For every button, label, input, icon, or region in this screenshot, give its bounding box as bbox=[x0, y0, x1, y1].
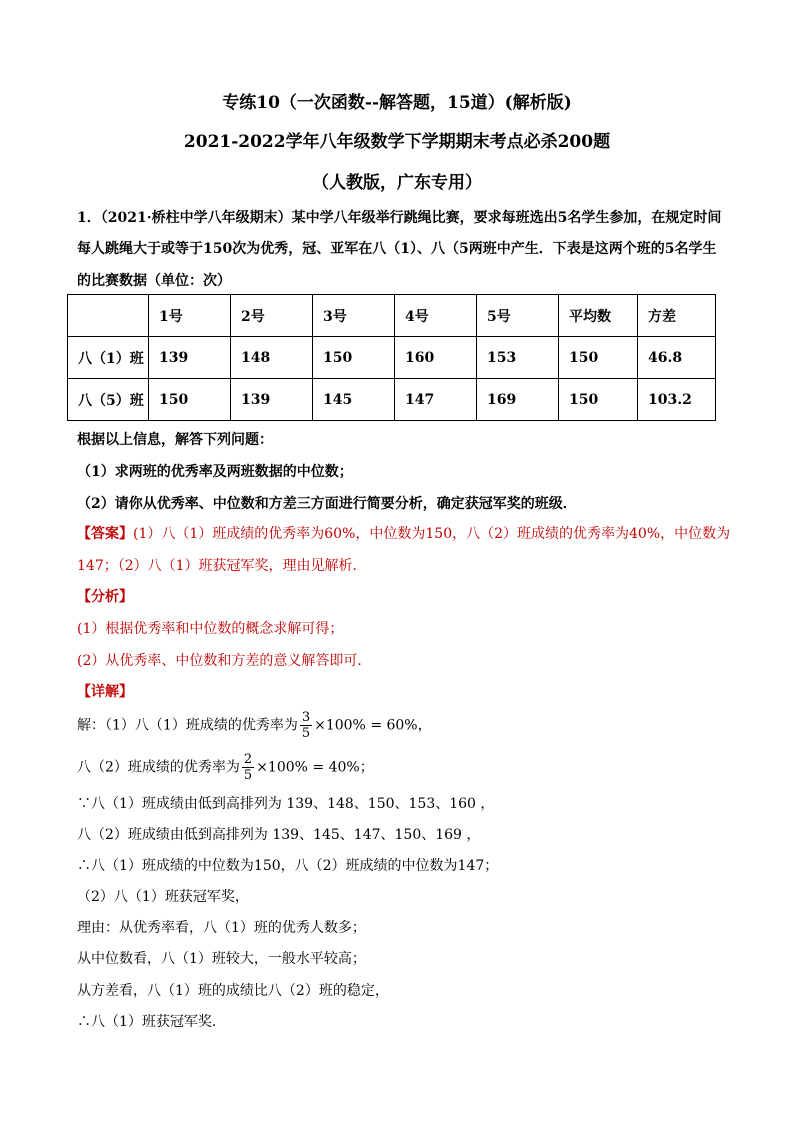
detail-line7: 理由：从优秀率看，八（1）班的优秀人数多； bbox=[77, 920, 366, 936]
detail-line10: ∴八（1）班获冠军奖． bbox=[77, 1014, 226, 1030]
analysis-line2: (2）从优秀率、中位数和方差的意义解答即可． bbox=[77, 653, 372, 669]
table-cell: 147 bbox=[395, 379, 477, 421]
detail-line5: ∴八（1）班成绩的中位数为150，八（2）班成绩的中位数为147； bbox=[77, 858, 499, 874]
detail-line2 bbox=[77, 752, 374, 783]
table-cell: 150 bbox=[559, 337, 638, 379]
table-cell: 150 bbox=[313, 337, 395, 379]
answer-text: (1）八（1）班成绩的优秀率为60%，中位数为150，八（2）班成绩的优秀率为40%，中位数为 bbox=[133, 526, 731, 542]
doc-title-line1: 专练10（一次函数--解答题，15道）(解析版) bbox=[222, 93, 572, 113]
detail-line1 bbox=[77, 710, 432, 741]
fraction-numerator: 2 bbox=[243, 752, 253, 767]
doc-title-line3: （人教版，广东专用） bbox=[312, 173, 482, 193]
detail-line6: （2）八（1）班获冠军奖， bbox=[77, 889, 249, 905]
answer-line1 bbox=[77, 523, 730, 543]
table-cell: 139 bbox=[231, 379, 313, 421]
prompt-intro: 根据以上信息，解答下列问题： bbox=[77, 432, 273, 448]
doc-title-line2: 2021-2022学年八年级数学下学期期末考点必杀200题 bbox=[183, 132, 611, 152]
detail-line8: 从中位数看，八（1）班较大，一般水平较高； bbox=[77, 951, 366, 967]
answer-tag: 【答案】 bbox=[77, 526, 133, 542]
detail-line1-text: 解：（1）八（1）班成绩的优秀率为 bbox=[77, 717, 298, 734]
table-cell: 八（5）班 bbox=[68, 379, 149, 421]
detail-line3: ∵八（1）班成绩由低到高排列为 139、148、150、153、160 ， bbox=[77, 796, 495, 812]
table-cell: 150 bbox=[559, 379, 638, 421]
table-header-cell bbox=[68, 295, 149, 337]
analysis-tag: 【分析】 bbox=[77, 589, 133, 605]
detail-tag: 【详解】 bbox=[77, 684, 133, 700]
table-header-cell: 平均数 bbox=[559, 295, 638, 337]
table-cell: 145 bbox=[313, 379, 395, 421]
table-header-cell: 方差 bbox=[638, 295, 716, 337]
answer-line2: 147；（2）八（1）班获冠军奖，理由见解析． bbox=[77, 558, 367, 574]
question-line3: 的比赛数据（单位：次） bbox=[77, 273, 231, 289]
prompt-q2: （2）请你从优秀率、中位数和方差三方面进行简要分析，确定获冠军奖的班级． bbox=[77, 496, 577, 512]
table-header-cell: 5号 bbox=[477, 295, 559, 337]
detail-line1-formula: ×100% = 60%， bbox=[314, 717, 432, 734]
table-cell: 169 bbox=[477, 379, 559, 421]
table-header-cell: 1号 bbox=[149, 295, 231, 337]
fraction-two-fifths bbox=[242, 752, 254, 783]
table-header-cell: 3号 bbox=[313, 295, 395, 337]
table-cell: 八（1）班 bbox=[68, 337, 149, 379]
table-cell: 150 bbox=[149, 379, 231, 421]
table-header-cell: 4号 bbox=[395, 295, 477, 337]
fraction-denominator: 5 bbox=[243, 768, 253, 783]
fraction-numerator: 3 bbox=[301, 710, 311, 725]
score-table bbox=[67, 294, 716, 421]
table-row bbox=[68, 379, 716, 421]
table-cell: 153 bbox=[477, 337, 559, 379]
detail-line4: 八（2）班成绩由低到高排列为 139、145、147、150、169 ， bbox=[77, 827, 481, 843]
detail-line9: 从方差看，八（1）班的成绩比八（2）班的稳定， bbox=[77, 983, 389, 999]
table-header-cell: 2号 bbox=[231, 295, 313, 337]
fraction-denominator: 5 bbox=[301, 726, 311, 741]
question-line1: 1．（2021·桥柱中学八年级期末）某中学八年级举行跳绳比赛，要求每班选出5名学生参加，在规定时间 bbox=[77, 210, 722, 226]
detail-line2-text: 八（2）班成绩的优秀率为 bbox=[77, 759, 240, 776]
detail-line2-formula: ×100% = 40%； bbox=[256, 759, 374, 776]
table-cell: 46.8 bbox=[638, 337, 716, 379]
table-cell: 148 bbox=[231, 337, 313, 379]
question-line2: 每人跳绳大于或等于150次为优秀，冠、亚军在八（1）、八（5两班中产生．下表是这两个班的5名学生 bbox=[77, 241, 717, 257]
table-row bbox=[68, 337, 716, 379]
table-cell: 103.2 bbox=[638, 379, 716, 421]
fraction-three-fifths bbox=[300, 710, 312, 741]
table-cell: 160 bbox=[395, 337, 477, 379]
prompt-q1: （1）求两班的优秀率及两班数据的中位数； bbox=[77, 464, 353, 480]
analysis-line1: (1）根据优秀率和中位数的概念求解可得； bbox=[77, 621, 344, 637]
table-cell: 139 bbox=[149, 337, 231, 379]
table-header-row bbox=[68, 295, 716, 337]
